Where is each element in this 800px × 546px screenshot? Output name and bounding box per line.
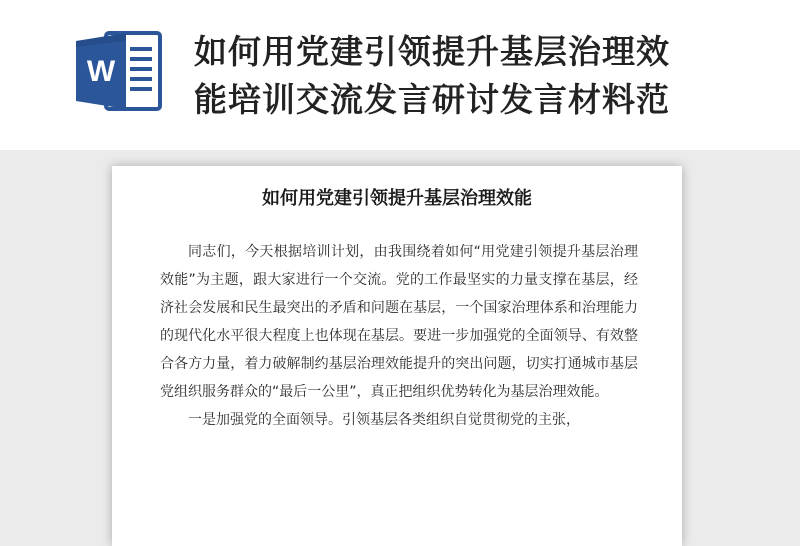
- document-paragraph: 同志们，今天根据培训计划，由我围绕着如何“用党建引领提升基层治理效能”为主题，跟大家进行一个交流。党的工作最坚实的力量支撑在基层，经济社会发展和民生最突出的矛盾和问题在基层，一个国家治理体系和治理能力的现代化水平很大程度上也体现在基层。要进一步加强党的全面领导、有效整合各方力量，着力破解制约基层治理效能提升的突出问题，切实打通城市基层党组织服务群众的“最后一公里”，真正把组织优势转化为基层治理效能。: [160, 244, 638, 400]
- document-body: [160, 238, 638, 434]
- word-icon-letter: W: [86, 55, 116, 88]
- document-title: 如何用党建引领提升基层治理效能: [262, 188, 532, 209]
- document-page: [112, 166, 682, 546]
- word-document-icon: [76, 31, 164, 111]
- page-title: 如何用党建引领提升基层治理效 能培训交流发言研讨发言材料范: [194, 32, 670, 119]
- header-banner: [0, 0, 800, 150]
- document-paragraph: 一是加强党的全面领导。引领基层各类组织自觉贯彻党的主张，: [188, 412, 580, 428]
